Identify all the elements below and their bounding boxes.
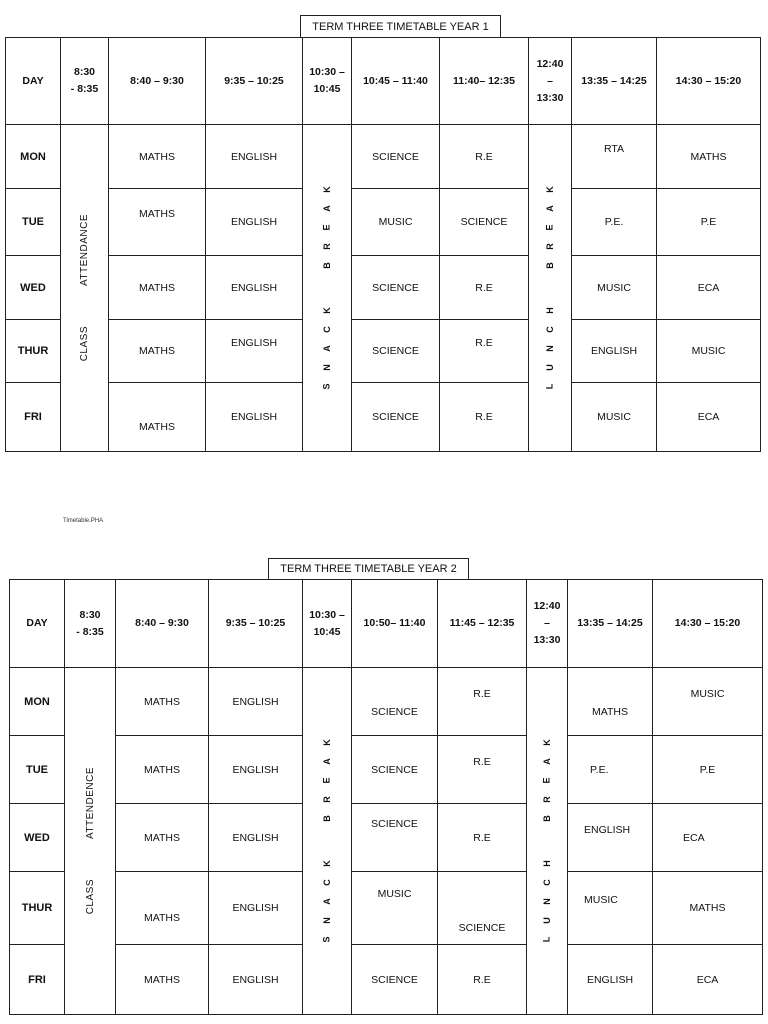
break-letter: R	[541, 796, 552, 803]
snack-break-column	[303, 668, 352, 1015]
break-letter: A	[321, 898, 332, 905]
lesson-cell: ENGLISH	[572, 320, 657, 383]
break-letter: U	[544, 364, 555, 371]
break-letter: K	[321, 186, 332, 193]
registration-column	[61, 125, 109, 452]
break-letter: C	[321, 326, 332, 333]
lesson-cell: MATHS	[109, 256, 206, 320]
year1-title: TERM THREE TIMETABLE YEAR 1	[300, 15, 501, 38]
header-snack: 10:30 – 10:45	[303, 38, 352, 125]
lesson-cell: MATHS	[109, 125, 206, 189]
lesson-cell: P.E.	[568, 736, 653, 804]
lesson-cell: ENGLISH	[209, 668, 303, 736]
header-snack: 10:30 – 10:45	[303, 580, 352, 668]
lesson-cell: R.E	[438, 804, 527, 872]
year2-timetable	[9, 579, 763, 1015]
break-letter: A	[321, 758, 332, 765]
break-letter: E	[321, 777, 332, 784]
break-letter: H	[541, 860, 552, 867]
break-letter: B	[544, 262, 555, 269]
header-period-3: 10:45 – 11:40	[352, 38, 440, 125]
lesson-cell: MUSIC	[572, 256, 657, 320]
footnote: Timetable.PHA	[63, 518, 104, 524]
lesson-cell: ECA	[653, 945, 763, 1015]
snack-break-label	[321, 180, 332, 396]
lesson-cell: MUSIC	[568, 872, 653, 945]
break-letter: C	[544, 326, 555, 333]
lesson-cell: ENGLISH	[206, 383, 303, 452]
lesson-cell: RTA	[572, 125, 657, 189]
lunch-break-column	[529, 125, 572, 452]
break-letter: U	[541, 917, 552, 924]
break-letter: L	[541, 936, 552, 943]
lesson-cell: R.E	[438, 945, 527, 1015]
class-label: CLASS	[79, 326, 90, 362]
lesson-cell: MATHS	[116, 736, 209, 804]
snack-break-column	[303, 125, 352, 452]
break-letter: N	[321, 917, 332, 924]
lesson-cell: MATHS	[116, 945, 209, 1015]
lesson-cell: SCIENCE	[352, 256, 440, 320]
lesson-cell: ENGLISH	[209, 945, 303, 1015]
lesson-cell: R.E	[438, 736, 527, 804]
break-letter: A	[321, 205, 332, 212]
lesson-cell: R.E	[440, 256, 529, 320]
break-letter: N	[321, 364, 332, 371]
lesson-cell: ENGLISH	[209, 804, 303, 872]
lesson-cell: ECA	[657, 383, 761, 452]
break-letter: R	[321, 243, 332, 250]
header-period-1: 8:40 – 9:30	[109, 38, 206, 125]
attendance-label: ATTENDANCE	[79, 214, 90, 287]
header-period-2: 9:35 – 10:25	[206, 38, 303, 125]
lesson-cell: ENGLISH	[568, 804, 653, 872]
lesson-cell: SCIENCE	[352, 320, 440, 383]
lesson-cell: MATHS	[653, 872, 763, 945]
break-letter: E	[321, 224, 332, 231]
header-period-4: 11:40– 12:35	[440, 38, 529, 125]
lesson-cell: ENGLISH	[209, 736, 303, 804]
lesson-cell: ECA	[653, 804, 763, 872]
break-letter: E	[541, 777, 552, 784]
lesson-cell: R.E	[440, 320, 529, 383]
break-letter: C	[321, 879, 332, 886]
lesson-cell: SCIENCE	[352, 125, 440, 189]
break-letter: A	[544, 205, 555, 212]
header-lunch: 12:40 – 13:30	[527, 580, 568, 668]
header-period-4: 11:45 – 12:35	[438, 580, 527, 668]
break-letter: A	[541, 758, 552, 765]
header-lunch: 12:40 – 13:30	[529, 38, 572, 125]
lesson-cell: MUSIC	[352, 189, 440, 256]
lesson-cell: MUSIC	[572, 383, 657, 452]
year2-title: TERM THREE TIMETABLE YEAR 2	[268, 558, 469, 580]
lesson-cell: P.E	[657, 189, 761, 256]
lesson-cell: R.E	[440, 125, 529, 189]
lesson-cell: MATHS	[109, 383, 206, 452]
lesson-cell: SCIENCE	[352, 383, 440, 452]
day-label: MON	[6, 125, 61, 189]
day-label: THUR	[6, 320, 61, 383]
break-letter: K	[544, 186, 555, 193]
header-period-6: 14:30 – 15:20	[657, 38, 761, 125]
break-letter: N	[541, 898, 552, 905]
lesson-cell: R.E	[440, 383, 529, 452]
registration-column	[65, 668, 116, 1015]
header-period-5: 13:35 – 14:25	[568, 580, 653, 668]
lesson-cell: MATHS	[568, 668, 653, 736]
break-letter: L	[544, 383, 555, 390]
day-label: FRI	[6, 383, 61, 452]
break-letter: K	[321, 307, 332, 314]
header-registration: 8:30 - 8:35	[65, 580, 116, 668]
header-day: DAY	[6, 38, 61, 125]
lesson-cell: ECA	[657, 256, 761, 320]
lesson-cell: MUSIC	[657, 320, 761, 383]
day-label: WED	[10, 804, 65, 872]
lesson-cell: SCIENCE	[438, 872, 527, 945]
lesson-cell: P.E.	[572, 189, 657, 256]
break-letter: S	[321, 936, 332, 943]
break-letter: R	[544, 243, 555, 250]
break-letter: C	[541, 879, 552, 886]
header-period-2: 9:35 – 10:25	[209, 580, 303, 668]
break-letter: H	[544, 307, 555, 314]
break-letter: B	[321, 815, 332, 822]
lesson-cell: MATHS	[109, 189, 206, 256]
header-period-5: 13:35 – 14:25	[572, 38, 657, 125]
snack-break-label	[321, 733, 332, 949]
lunch-break-label	[541, 733, 552, 949]
lesson-cell: ENGLISH	[206, 189, 303, 256]
lesson-cell: ENGLISH	[206, 256, 303, 320]
break-letter: B	[321, 262, 332, 269]
break-letter: K	[321, 860, 332, 867]
break-letter: S	[321, 383, 332, 390]
lesson-cell: SCIENCE	[352, 945, 438, 1015]
lesson-cell: SCIENCE	[352, 668, 438, 736]
break-letter: K	[541, 739, 552, 746]
day-label: TUE	[10, 736, 65, 804]
lesson-cell: MATHS	[116, 804, 209, 872]
class-label: CLASS	[84, 879, 96, 915]
day-label: WED	[6, 256, 61, 320]
lesson-cell: ENGLISH	[206, 125, 303, 189]
break-letter: K	[321, 739, 332, 746]
lesson-cell: MATHS	[116, 872, 209, 945]
lesson-cell: ENGLISH	[209, 872, 303, 945]
lesson-cell: SCIENCE	[352, 736, 438, 804]
attendance-label: ATTENDENCE	[84, 767, 96, 840]
lesson-cell: P.E	[653, 736, 763, 804]
header-period-1: 8:40 – 9:30	[116, 580, 209, 668]
lunch-break-column	[527, 668, 568, 1015]
day-label: MON	[10, 668, 65, 736]
header-day: DAY	[10, 580, 65, 668]
break-letter: N	[544, 345, 555, 352]
year1-timetable	[5, 37, 761, 452]
day-label: THUR	[10, 872, 65, 945]
lesson-cell: MATHS	[116, 668, 209, 736]
lesson-cell: SCIENCE	[440, 189, 529, 256]
lesson-cell: R.E	[438, 668, 527, 736]
break-letter: B	[541, 815, 552, 822]
header-period-3: 10:50– 11:40	[352, 580, 438, 668]
day-label: FRI	[10, 945, 65, 1015]
break-letter: A	[321, 345, 332, 352]
lesson-cell: MATHS	[109, 320, 206, 383]
day-label: TUE	[6, 189, 61, 256]
lesson-cell: MUSIC	[653, 668, 763, 736]
break-letter: E	[544, 224, 555, 231]
lunch-break-label	[544, 180, 555, 396]
header-period-6: 14:30 – 15:20	[653, 580, 763, 668]
lesson-cell: MATHS	[657, 125, 761, 189]
header-registration: 8:30 - 8:35	[61, 38, 109, 125]
lesson-cell: SCIENCE	[352, 804, 438, 872]
lesson-cell: MUSIC	[352, 872, 438, 945]
lesson-cell: ENGLISH	[568, 945, 653, 1015]
break-letter: R	[321, 796, 332, 803]
lesson-cell: ENGLISH	[206, 320, 303, 383]
